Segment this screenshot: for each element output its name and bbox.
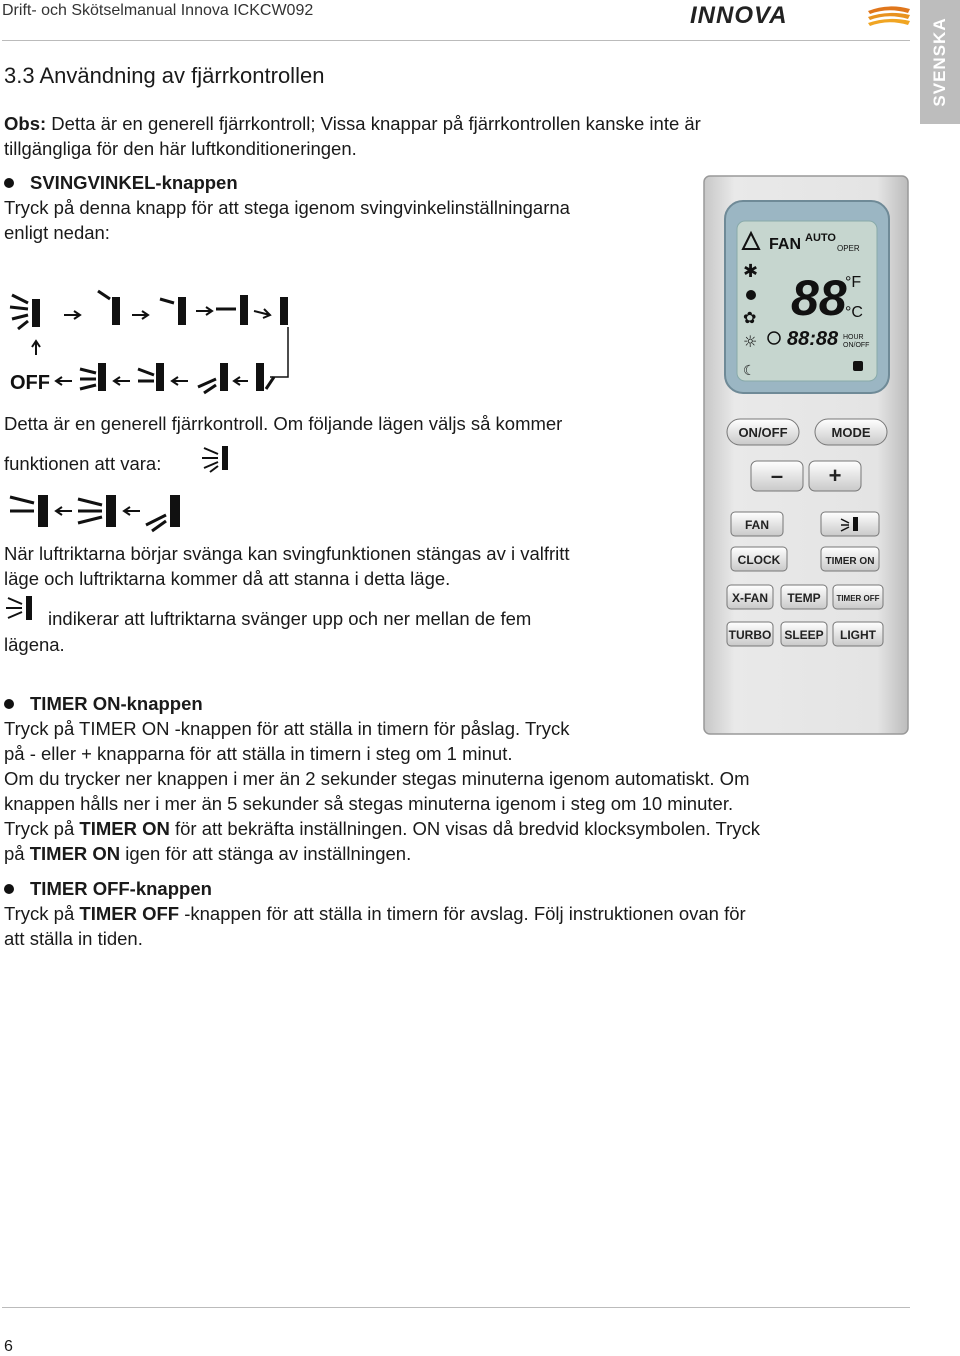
swing-button[interactable] xyxy=(821,512,879,536)
arrow-left-icon xyxy=(124,507,140,515)
svg-text:+: + xyxy=(828,463,842,488)
timer-on-line5: Tryck på TIMER ON för att bekräfta inställningen. ON visas då bredvid klocksymbolen. Tryck xyxy=(4,818,761,839)
arrow-right-icon xyxy=(254,309,270,318)
swing-indicator-icon xyxy=(4,592,36,629)
swing-fixed-pos3-icon xyxy=(146,495,180,531)
bullet-icon xyxy=(4,178,14,188)
svg-text:TEMP: TEMP xyxy=(787,591,821,605)
fan-mode-icon: ✿ xyxy=(743,308,757,327)
svg-text:X-FAN: X-FAN xyxy=(732,591,768,605)
innova-logo xyxy=(690,2,912,33)
remote-control xyxy=(703,175,909,740)
timer-on-heading: TIMER ON-knappen xyxy=(30,693,203,714)
lcd-onoff-label: ON/OFF xyxy=(843,342,870,349)
arrow-right-icon xyxy=(64,311,80,319)
swing-line1: Tryck på denna knapp för att stega igenom svingvinkelinställningarna xyxy=(4,197,570,218)
dry-mode-icon xyxy=(746,290,756,300)
swing-auto-icon xyxy=(200,442,234,479)
lcd-unit-c: °C xyxy=(845,304,863,321)
lock-icon xyxy=(853,361,863,371)
bullet-icon xyxy=(4,884,14,894)
swing-line2: enligt nedan: xyxy=(4,222,110,243)
timer-on-details xyxy=(4,766,914,866)
sleep-button[interactable] xyxy=(781,622,827,646)
light-button[interactable] xyxy=(833,622,883,646)
sleep-icon: ☾ xyxy=(743,363,756,379)
header-divider xyxy=(2,40,910,41)
generic-line1: Detta är en generell fjärrkontroll. Om följande lägen väljs så kommer xyxy=(4,413,563,434)
svg-text:ON/OFF: ON/OFF xyxy=(738,425,788,440)
timer-on-section xyxy=(4,691,694,766)
timer-on-line4: knappen hålls ner i mer än 5 sekunder så stegas minuterna igenom i steg om 10 minuter. xyxy=(4,793,734,814)
swing-stop-note xyxy=(4,541,694,591)
swing-heading: SVINGVINKEL-knappen xyxy=(30,172,238,193)
generic-line2: funktionen att vara: xyxy=(4,453,162,474)
svg-text:LIGHT: LIGHT xyxy=(840,628,876,642)
minus-button[interactable] xyxy=(751,461,803,491)
generic-remote-note xyxy=(4,411,694,436)
obs-label: Obs: xyxy=(4,113,47,134)
timer-on-line3: Om du trycker ner knappen i mer än 2 sekunder stegas minuterna igenom automatiskt. Om xyxy=(4,768,750,789)
arrow-left-icon xyxy=(114,377,130,385)
swing-button-icon xyxy=(853,517,858,531)
swing-fixed-pos1-icon xyxy=(10,495,48,527)
arrow-up-icon xyxy=(32,341,40,355)
timer-off-line1: Tryck på TIMER OFF -knappen för att ställa in timern för avslag. Följ instruktionen ovan för xyxy=(4,903,746,924)
svg-text:TIMER ON: TIMER ON xyxy=(825,556,875,567)
obs-text: Detta är en generell fjärrkontroll; Vissa knappar på fjärrkontrollen kanske inte är xyxy=(46,113,701,134)
swing-pos2-icon xyxy=(160,297,186,325)
turbo-button[interactable] xyxy=(727,622,773,646)
arrow-left-icon xyxy=(56,377,72,385)
arrow-right-icon xyxy=(132,311,148,319)
swing-pos1-icon xyxy=(98,291,120,325)
swing-cycle-diagram xyxy=(8,285,308,400)
lcd-auto-label: AUTO xyxy=(805,232,836,244)
indicates-line1: indikerar att luftriktarna svänger upp och ner mellan de fem xyxy=(48,608,532,629)
lcd-oper-label: OPER xyxy=(837,244,860,253)
timer-off-button[interactable] xyxy=(833,585,883,609)
footer-divider xyxy=(2,1307,910,1308)
plus-button[interactable] xyxy=(809,461,861,491)
swing-section xyxy=(4,170,694,245)
on-off-button[interactable] xyxy=(727,419,799,445)
swing-pos5-icon xyxy=(80,363,106,391)
swing-pos3-icon xyxy=(216,295,248,325)
timer-on-line1: Tryck på TIMER ON -knappen för att ställa in timern för påslag. Tryck xyxy=(4,718,570,739)
swing-fixed-diagram xyxy=(6,487,186,540)
swing-fixed-pos2-icon xyxy=(78,495,116,527)
when-line2: läge och luftriktarna kommer då att stanna i detta läge. xyxy=(4,568,451,589)
swing-off-label: OFF xyxy=(10,372,50,394)
clock-button[interactable] xyxy=(731,547,787,571)
obs-note xyxy=(4,111,904,161)
swing-pos7-icon xyxy=(198,363,228,393)
timer-off-section xyxy=(4,876,914,951)
indicates-line2: lägena. xyxy=(4,634,65,655)
swing-all-icon xyxy=(10,295,40,329)
svg-text:TIMER OFF: TIMER OFF xyxy=(836,594,880,603)
timer-off-heading: TIMER OFF-knappen xyxy=(30,878,212,899)
when-line1: När luftriktarna börjar svänga kan svingfunktionen stängas av i valfritt xyxy=(4,543,570,564)
arrow-left-icon xyxy=(172,377,188,385)
document-header-title: Drift- och Skötselmanual Innova ICKCW092 xyxy=(2,2,314,19)
swing-pos4-icon xyxy=(280,297,288,325)
lcd-temp-digits: 88 xyxy=(791,270,847,326)
logo-text: INNOVA xyxy=(690,2,788,28)
arrow-left-icon xyxy=(56,507,72,515)
swing-pos6-icon xyxy=(138,363,164,391)
section-title: 3.3 Användning av fjärrkontrollen xyxy=(4,63,325,88)
svg-text:SLEEP: SLEEP xyxy=(784,628,824,642)
svg-text:CLOCK: CLOCK xyxy=(737,553,781,567)
temp-button[interactable] xyxy=(781,585,827,609)
bullet-icon xyxy=(4,699,14,709)
arrow-right-icon xyxy=(196,307,212,315)
lcd-unit-f: °F xyxy=(845,274,862,291)
x-fan-button[interactable] xyxy=(727,585,773,609)
mode-button[interactable] xyxy=(815,419,887,445)
svg-text:MODE: MODE xyxy=(831,425,871,440)
heat-mode-icon: ☼ xyxy=(743,332,758,351)
timer-on-button[interactable] xyxy=(821,547,879,571)
page-number: 6 xyxy=(4,1338,13,1355)
timer-off-line2: att ställa in tiden. xyxy=(4,928,143,949)
language-tab xyxy=(920,0,960,124)
timer-on-line6: på TIMER ON igen för att stänga av inställningen. xyxy=(4,843,412,864)
lcd-fan-label: FAN xyxy=(769,236,801,253)
language-tab-label: SVENSKA xyxy=(930,17,949,107)
obs-text-line2: tillgängliga för den här luftkonditioneringen. xyxy=(4,138,357,159)
arrow-left-icon xyxy=(234,377,248,385)
lcd-clock-digits: 88:88 xyxy=(787,328,839,350)
lcd-hour-label: HOUR xyxy=(843,334,864,341)
svg-text:TURBO: TURBO xyxy=(728,628,772,642)
svg-text:–: – xyxy=(770,463,784,488)
connector-line xyxy=(270,327,288,377)
timer-on-line2: på - eller + knapparna för att ställa in timern i steg om 1 minut. xyxy=(4,743,513,764)
svg-text:FAN: FAN xyxy=(745,518,769,532)
cool-mode-icon: ✱ xyxy=(743,261,759,282)
fan-button[interactable] xyxy=(731,512,783,536)
